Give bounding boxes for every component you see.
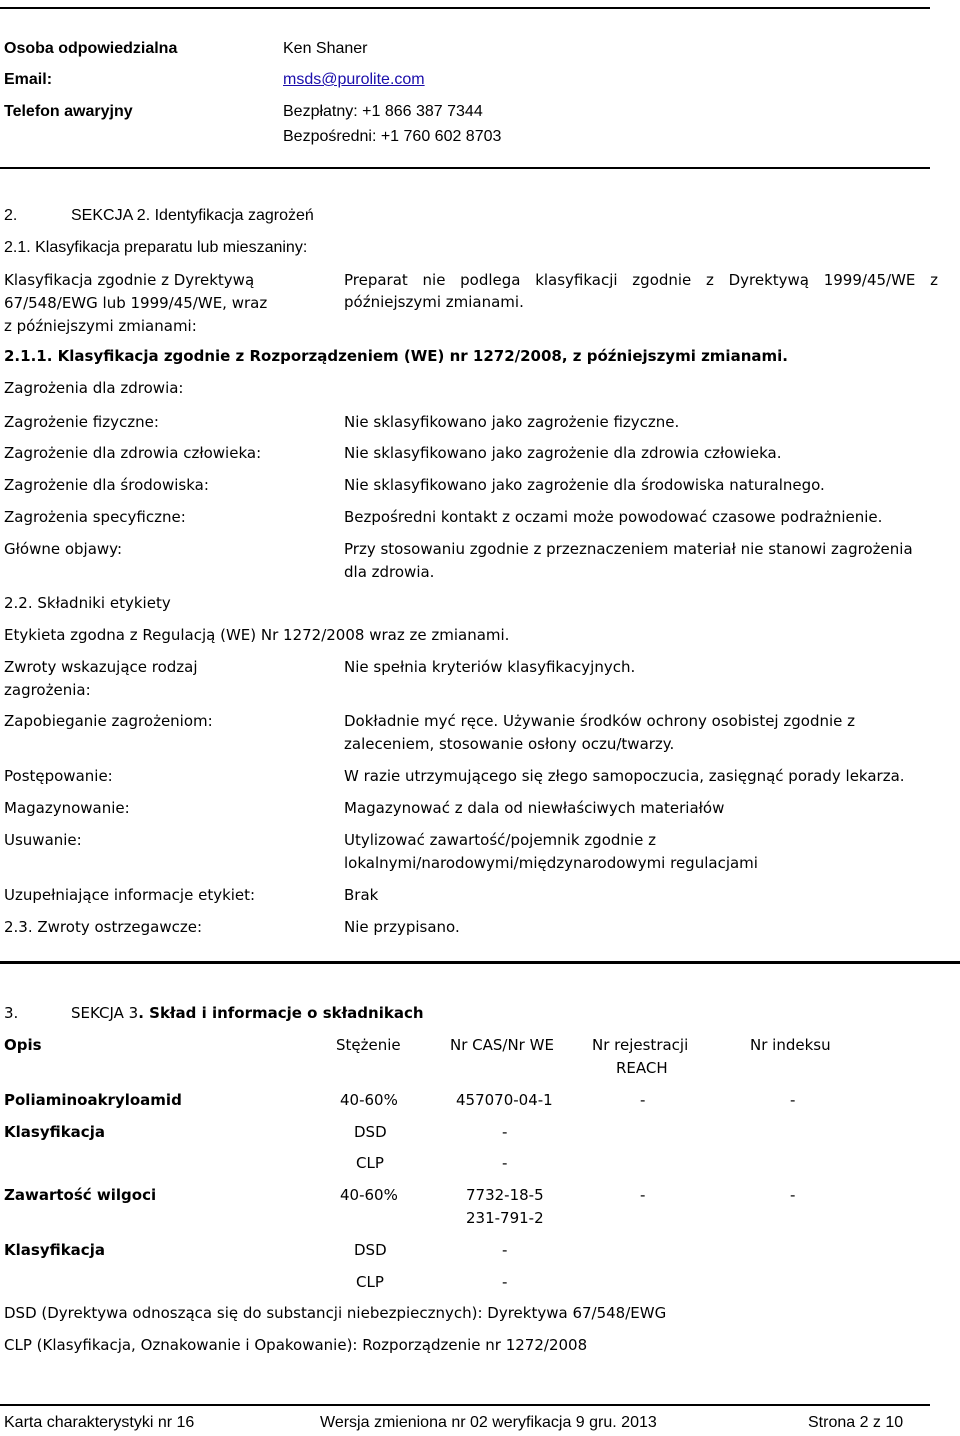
disposal-value-line2: lokalnymi/narodowymi/międzynarodowymi regulacjami — [344, 854, 758, 872]
dsd-label-line3: z późniejszymi zmianami: — [4, 317, 197, 335]
section3-title — [71, 1003, 424, 1023]
section-rule-2 — [0, 961, 960, 964]
row4-cas-line1: 7732-18-5 — [466, 1186, 544, 1204]
section3-title-prefix: SEKCJA 3 — [71, 1004, 139, 1022]
disposal-label: Usuwanie: — [4, 831, 82, 849]
phone-label: Telefon awaryjny — [4, 103, 133, 120]
supplemental-label: Uzupełniające informacje etykiet: — [4, 886, 256, 904]
storage-label: Magazynowanie: — [4, 799, 130, 817]
health-heading: Zagrożenia dla zdrowia: — [4, 379, 184, 397]
row4-reach: - — [640, 1186, 646, 1204]
note-clp: CLP (Klasyfikacja, Oznakowanie i Opakowanie): Rozporządzenie nr 1272/2008 — [4, 1336, 588, 1354]
hazard-label-specific: Zagrożenia specyficzne: — [4, 508, 186, 526]
row5-conc: DSD — [354, 1241, 387, 1259]
row5-cas: - — [502, 1241, 508, 1259]
hazard-label-symptoms: Główne objawy: — [4, 540, 123, 558]
row6-conc: CLP — [356, 1273, 384, 1291]
section2-1-heading: 2.1. Klasyfikacja preparatu lub mieszaniny: — [4, 239, 308, 256]
col-index: Nr indeksu — [750, 1036, 831, 1054]
row6-cas: - — [502, 1273, 508, 1291]
col-description: Opis — [4, 1036, 42, 1054]
section2-3-label: 2.3. Zwroty ostrzegawcze: — [4, 918, 203, 936]
row4-cas-line2: 231-791-2 — [466, 1209, 544, 1227]
top-rule — [0, 7, 930, 9]
label-regulation: Etykieta zgodna z Regulacją (WE) Nr 1272/2008 wraz ze zmianami. — [4, 626, 510, 644]
phone-direct: Bezpośredni: +1 760 602 8703 — [283, 128, 502, 145]
section2-3-value: Nie przypisano. — [344, 918, 460, 936]
section3-number: 3. — [4, 1004, 19, 1022]
row1-name: Poliaminoakryloamid — [4, 1091, 182, 1109]
row2-cas: - — [502, 1123, 508, 1141]
col-cas: Nr CAS/Nr WE — [450, 1036, 554, 1054]
hazard-label-human: Zagrożenie dla zdrowia człowieka: — [4, 444, 262, 462]
hazard-statements-value: Nie spełnia kryteriów klasyfikacyjnych. — [344, 658, 636, 676]
hazard-label-physical: Zagrożenie fizyczne: — [4, 413, 159, 431]
prevention-value-line1: Dokładnie myć ręce. Używanie środków ochrony osobistej zgodnie z — [344, 712, 856, 730]
dsd-value-line1: Preparat nie podlega klasyfikacji zgodnie z Dyrektywą 1999/45/WE z — [344, 271, 938, 289]
storage-value: Magazynować z dala od niewłaściwych materiałów — [344, 799, 725, 817]
footer-right: Strona 2 z 10 — [808, 1414, 904, 1431]
footer-center: Wersja zmieniona nr 02 weryfikacja 9 gru. 2013 — [320, 1414, 657, 1431]
hazard-value-human: Nie sklasyfikowano jako zagrożenie dla zdrowia człowieka. — [344, 444, 782, 462]
section-rule — [0, 167, 930, 169]
section3-title-rest: . Skład i informacje o składnikach — [138, 1004, 424, 1022]
hazard-statements-label-line1: Zwroty wskazujące rodzaj — [4, 658, 198, 676]
person-label: Osoba odpowiedzialna — [4, 40, 178, 57]
dsd-value-line2: późniejszymi zmianami. — [344, 293, 524, 311]
hazard-statements-label-line2: zagrożenia: — [4, 681, 91, 699]
dsd-label-line2: 67/548/EWG lub 1999/45/WE, wraz — [4, 294, 268, 312]
col-reach-line1: Nr rejestracji — [592, 1036, 689, 1054]
row1-reach: - — [640, 1091, 646, 1109]
section2-title: SEKCJA 2. Identyfikacja zagrożeń — [71, 207, 314, 224]
response-label: Postępowanie: — [4, 767, 113, 785]
row3-cas: - — [502, 1154, 508, 1172]
section2-2-heading: 2.2. Składniki etykiety — [4, 594, 171, 612]
row3-conc: CLP — [356, 1154, 384, 1172]
email-label: Email: — [4, 71, 53, 88]
prevention-label: Zapobieganie zagrożeniom: — [4, 712, 213, 730]
section2-number: 2. — [4, 207, 18, 224]
hazard-value-symptoms: Przy stosowaniu zgodnie z przeznaczeniem materiał nie stanowi zagrożenia — [344, 540, 913, 558]
row1-cas: 457070-04-1 — [456, 1091, 553, 1109]
row1-conc: 40-60% — [340, 1091, 398, 1109]
section2-1-1-heading: 2.1.1. Klasyfikacja zgodnie z Rozporządzeniem (WE) nr 1272/2008, z późniejszymi zmianami. — [4, 347, 788, 365]
hazard-value-physical: Nie sklasyfikowano jako zagrożenie fizyczne. — [344, 413, 680, 431]
row4-conc: 40-60% — [340, 1186, 398, 1204]
row4-index: - — [790, 1186, 796, 1204]
prevention-value-line2: zaleceniem, stosowanie osłony oczu/twarzy. — [344, 735, 675, 753]
dsd-label-line1: Klasyfikacja zgodnie z Dyrektywą — [4, 271, 255, 289]
hazard-value-symptoms-line2: dla zdrowia. — [344, 563, 435, 581]
note-dsd: DSD (Dyrektywa odnosząca się do substancji niebezpiecznych): Dyrektywa 67/548/EWG — [4, 1304, 667, 1322]
row2-name: Klasyfikacja — [4, 1123, 105, 1141]
hazard-value-specific: Bezpośredni kontakt z oczami może powodować czasowe podrażnienie. — [344, 508, 883, 526]
hazard-value-environment: Nie sklasyfikowano jako zagrożenie dla środowiska naturalnego. — [344, 476, 825, 494]
footer-left: Karta charakterystyki nr 16 — [4, 1414, 195, 1431]
hazard-label-environment: Zagrożenie dla środowiska: — [4, 476, 209, 494]
row2-conc: DSD — [354, 1123, 387, 1141]
row4-name: Zawartość wilgoci — [4, 1186, 157, 1204]
row1-index: - — [790, 1091, 796, 1109]
disposal-value-line1: Utylizować zawartość/pojemnik zgodnie z — [344, 831, 656, 849]
person-value: Ken Shaner — [283, 40, 368, 57]
supplemental-value: Brak — [344, 886, 379, 904]
dsd-value — [344, 269, 938, 313]
col-concentration: Stężenie — [336, 1036, 401, 1054]
response-value: W razie utrzymującego się złego samopoczucia, zasięgnąć porady lekarza. — [344, 767, 905, 785]
email-link[interactable]: msds@purolite.com — [283, 71, 425, 88]
row5-name: Klasyfikacja — [4, 1241, 105, 1259]
footer-rule — [0, 1404, 930, 1406]
phone-free: Bezpłatny: +1 866 387 7344 — [283, 103, 483, 120]
col-reach-line2: REACH — [616, 1059, 668, 1077]
